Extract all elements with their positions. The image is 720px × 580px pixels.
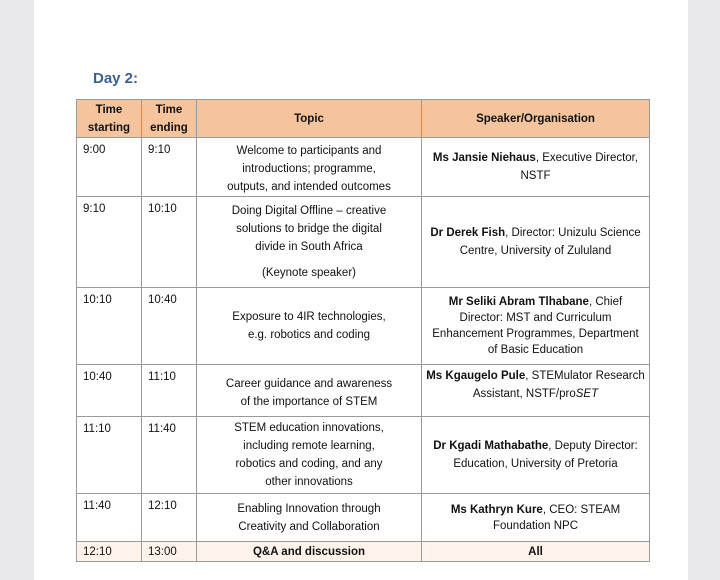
keynote-note: (Keynote speaker) bbox=[262, 267, 356, 279]
time-start: 10:10 bbox=[77, 288, 142, 365]
topic-cell: Welcome to participants and introductions; programme, outputs, and intended outcomes bbox=[197, 138, 422, 197]
table-row-final bbox=[77, 542, 650, 562]
speaker-cell: Mr Seliki Abram Tlhabane, Chief Director: MST and Curriculum Enhancement Programmes, Department of Basic Education bbox=[422, 288, 650, 365]
topic-cell: STEM education innovations, including remote learning, robotics and coding, and any other innovations bbox=[197, 417, 422, 494]
table-row bbox=[77, 417, 650, 494]
time-end: 12:10 bbox=[142, 494, 197, 542]
agenda-table bbox=[76, 99, 650, 562]
speaker-cell: All bbox=[422, 542, 650, 562]
header-time-ending: Time ending bbox=[142, 100, 197, 138]
speaker-cell: Dr Derek Fish, Director: Unizulu Science Centre, University of Zululand bbox=[422, 197, 650, 288]
time-start: 11:10 bbox=[77, 417, 142, 494]
header-speaker: Speaker/Organisation bbox=[422, 100, 650, 138]
header-time-starting: Time starting bbox=[77, 100, 142, 138]
time-start: 12:10 bbox=[77, 542, 142, 562]
table-row bbox=[77, 365, 650, 417]
speaker-cell: Ms Jansie Niehaus, Executive Director, NSTF bbox=[422, 138, 650, 197]
speaker-cell: Ms Kathryn Kure, CEO: STEAM Foundation NPC bbox=[422, 494, 650, 542]
time-start: 9:00 bbox=[77, 138, 142, 197]
header-topic: Topic bbox=[197, 100, 422, 138]
table-row bbox=[77, 494, 650, 542]
time-end: 11:10 bbox=[142, 365, 197, 417]
table-row bbox=[77, 138, 650, 197]
topic-cell: Enabling Innovation through Creativity and Collaboration bbox=[197, 494, 422, 542]
time-end: 11:40 bbox=[142, 417, 197, 494]
time-end: 9:10 bbox=[142, 138, 197, 197]
time-end: 13:00 bbox=[142, 542, 197, 562]
topic-cell: Q&A and discussion bbox=[197, 542, 422, 562]
day-heading: Day 2: bbox=[93, 70, 139, 87]
time-end: 10:10 bbox=[142, 197, 197, 288]
time-start: 9:10 bbox=[77, 197, 142, 288]
speaker-cell: Dr Kgadi Mathabathe, Deputy Director: Education, University of Pretoria bbox=[422, 417, 650, 494]
topic-cell: Career guidance and awareness of the importance of STEM bbox=[197, 365, 422, 417]
topic-cell: Doing Digital Offline – creative solutions to bridge the digital divide in South Africa (Keynote speaker) bbox=[197, 197, 422, 288]
table-header-row bbox=[77, 100, 650, 138]
time-start: 11:40 bbox=[77, 494, 142, 542]
table-row bbox=[77, 197, 650, 288]
time-start: 10:40 bbox=[77, 365, 142, 417]
time-end: 10:40 bbox=[142, 288, 197, 365]
topic-cell: Exposure to 4IR technologies, e.g. robotics and coding bbox=[197, 288, 422, 365]
table-row bbox=[77, 288, 650, 365]
speaker-cell: Ms Kgaugelo Pule, STEMulator Research Assistant, NSTF/proSET bbox=[422, 365, 650, 417]
